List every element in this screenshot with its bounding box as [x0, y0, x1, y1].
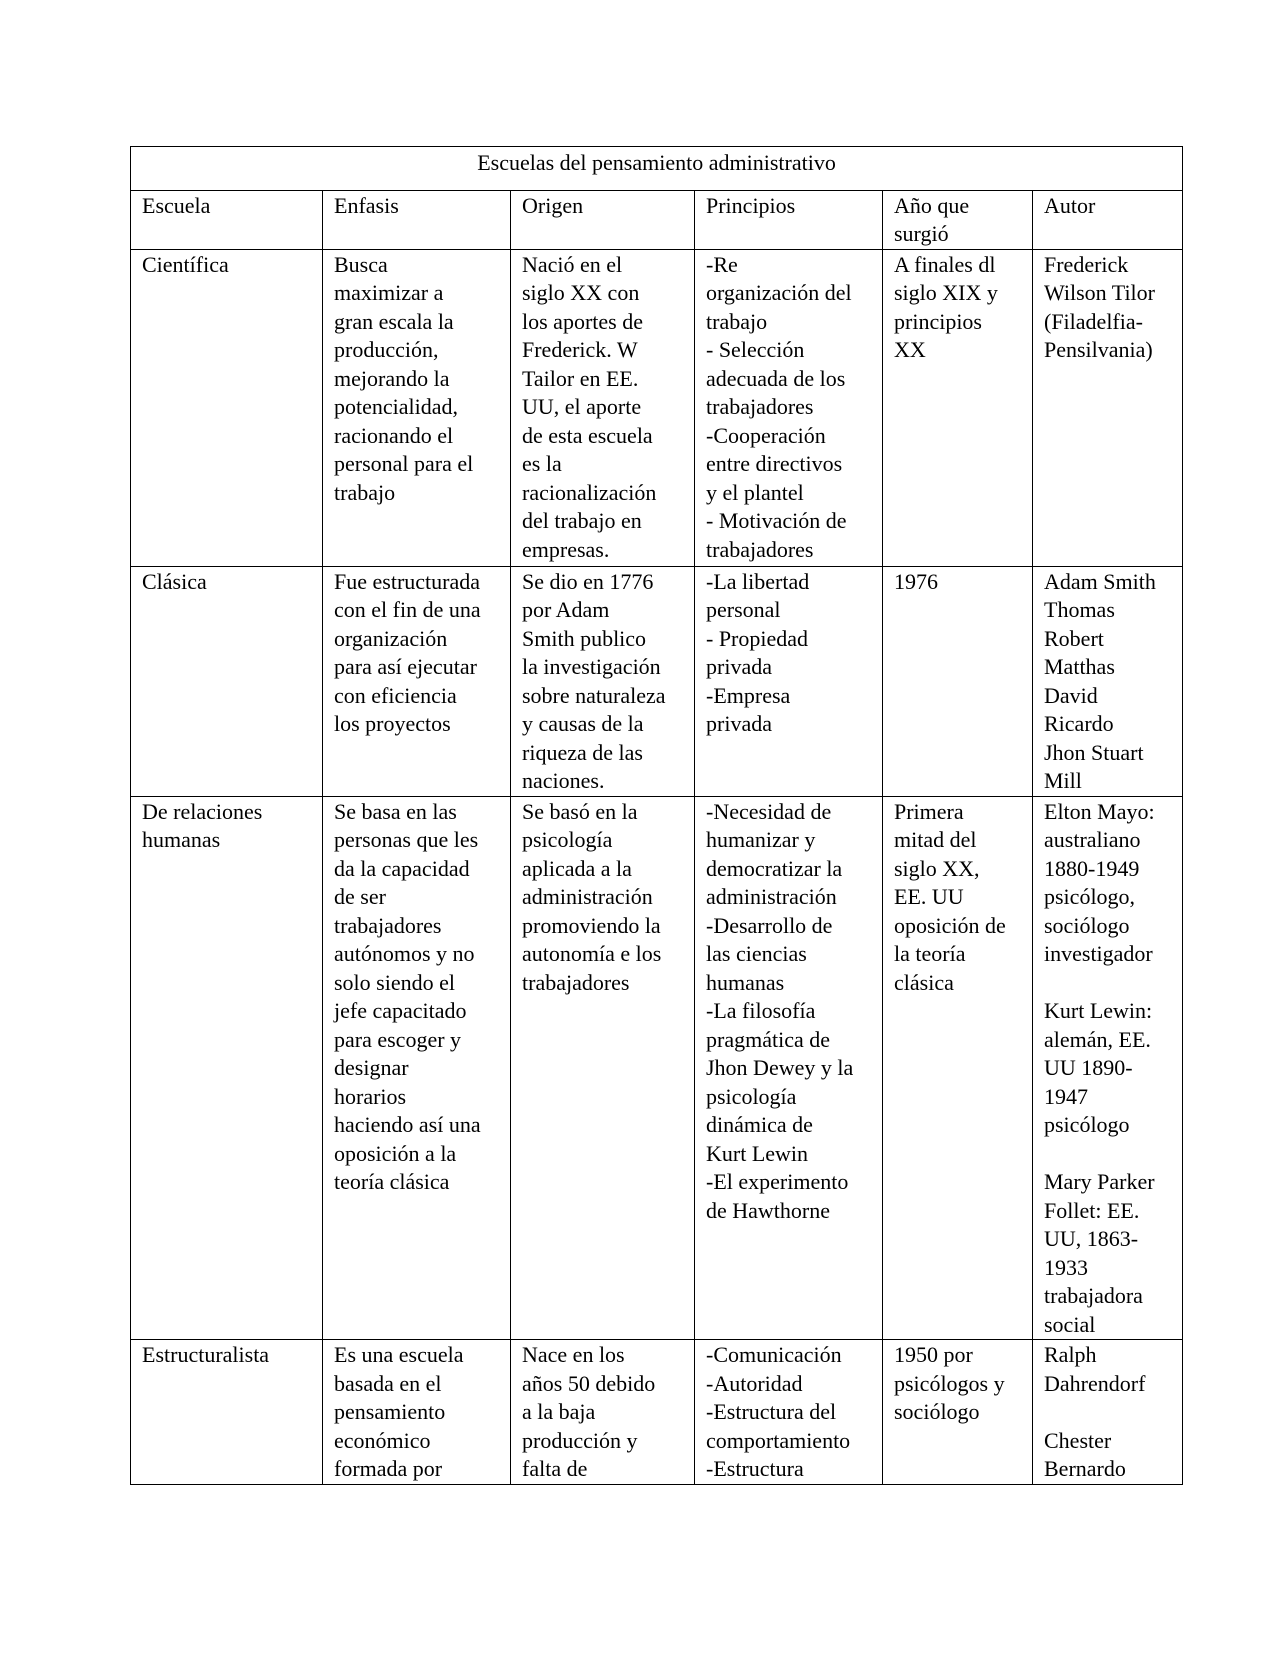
- cell-origen: Se dio en 1776 por Adam Smith publico la investigación sobre naturaleza y causas de la riqueza de las naciones.: [511, 566, 695, 796]
- header-anio: Año que surgió: [883, 190, 1033, 249]
- header-enfasis: Enfasis: [323, 190, 511, 249]
- cell-enfasis: Busca maximizar a gran escala la producción, mejorando la potencialidad, racionando el personal para el trabajo: [323, 249, 511, 566]
- cell-origen: Nació en el siglo XX con los aportes de Frederick. W Tailor en EE. UU, el aporte de esta escuela es la racionalización del trabajo en empresas.: [511, 249, 695, 566]
- cell-autor: Frederick Wilson Tilor (Filadelfia- Pensilvania): [1033, 249, 1183, 566]
- cell-principios: -Comunicación -Autoridad -Estructura del comportamiento -Estructura: [695, 1340, 883, 1485]
- cell-origen: Nace en los años 50 debido a la baja producción y falta de: [511, 1340, 695, 1485]
- cell-autor: Elton Mayo: australiano 1880-1949 psicólogo, sociólogo investigador Kurt Lewin: alemán, EE. UU 1890- 1947 psicólogo Mary Parker Follet: EE. UU, 1863- 1933 trabajadora social: [1033, 796, 1183, 1340]
- table-header-row: [131, 190, 1183, 249]
- cell-anio: 1950 por psicólogos y sociólogo: [883, 1340, 1033, 1485]
- cell-anio: Primera mitad del siglo XX, EE. UU oposición de la teoría clásica: [883, 796, 1033, 1340]
- table-row: [131, 1340, 1183, 1485]
- cell-enfasis: Es una escuela basada en el pensamiento económico formada por: [323, 1340, 511, 1485]
- header-principios: Principios: [695, 190, 883, 249]
- cell-escuela: De relaciones humanas: [131, 796, 323, 1340]
- table-title: Escuelas del pensamiento administrativo: [131, 147, 1183, 191]
- cell-autor: Ralph Dahrendorf Chester Bernardo: [1033, 1340, 1183, 1485]
- table-title-row: [131, 147, 1183, 191]
- cell-enfasis: Fue estructurada con el fin de una organización para así ejecutar con eficiencia los proyectos: [323, 566, 511, 796]
- cell-escuela: Clásica: [131, 566, 323, 796]
- cell-principios: -La libertad personal - Propiedad privada -Empresa privada: [695, 566, 883, 796]
- cell-anio: A finales dl siglo XIX y principios XX: [883, 249, 1033, 566]
- cell-origen: Se basó en la psicología aplicada a la administración promoviendo la autonomía e los trabajadores: [511, 796, 695, 1340]
- cell-principios: -Re organización del trabajo - Selección adecuada de los trabajadores -Cooperación entre directivos y el plantel - Motivación de trabajadores: [695, 249, 883, 566]
- cell-enfasis: Se basa en las personas que les da la capacidad de ser trabajadores autónomos y no solo siendo el jefe capacitado para escoger y designar horarios haciendo así una oposición a la teoría clásica: [323, 796, 511, 1340]
- table-row: [131, 249, 1183, 566]
- cell-anio: 1976: [883, 566, 1033, 796]
- cell-escuela: Científica: [131, 249, 323, 566]
- schools-table: [130, 146, 1183, 1485]
- header-autor: Autor: [1033, 190, 1183, 249]
- cell-principios: -Necesidad de humanizar y democratizar la administración -Desarrollo de las ciencias humanas -La filosofía pragmática de Jhon Dewey y la psicología dinámica de Kurt Lewin -El experimento de Hawthorne: [695, 796, 883, 1340]
- header-origen: Origen: [511, 190, 695, 249]
- table-row: [131, 796, 1183, 1340]
- table-row: [131, 566, 1183, 796]
- cell-autor: Adam Smith Thomas Robert Matthas David Ricardo Jhon Stuart Mill: [1033, 566, 1183, 796]
- header-escuela: Escuela: [131, 190, 323, 249]
- cell-escuela: Estructuralista: [131, 1340, 323, 1485]
